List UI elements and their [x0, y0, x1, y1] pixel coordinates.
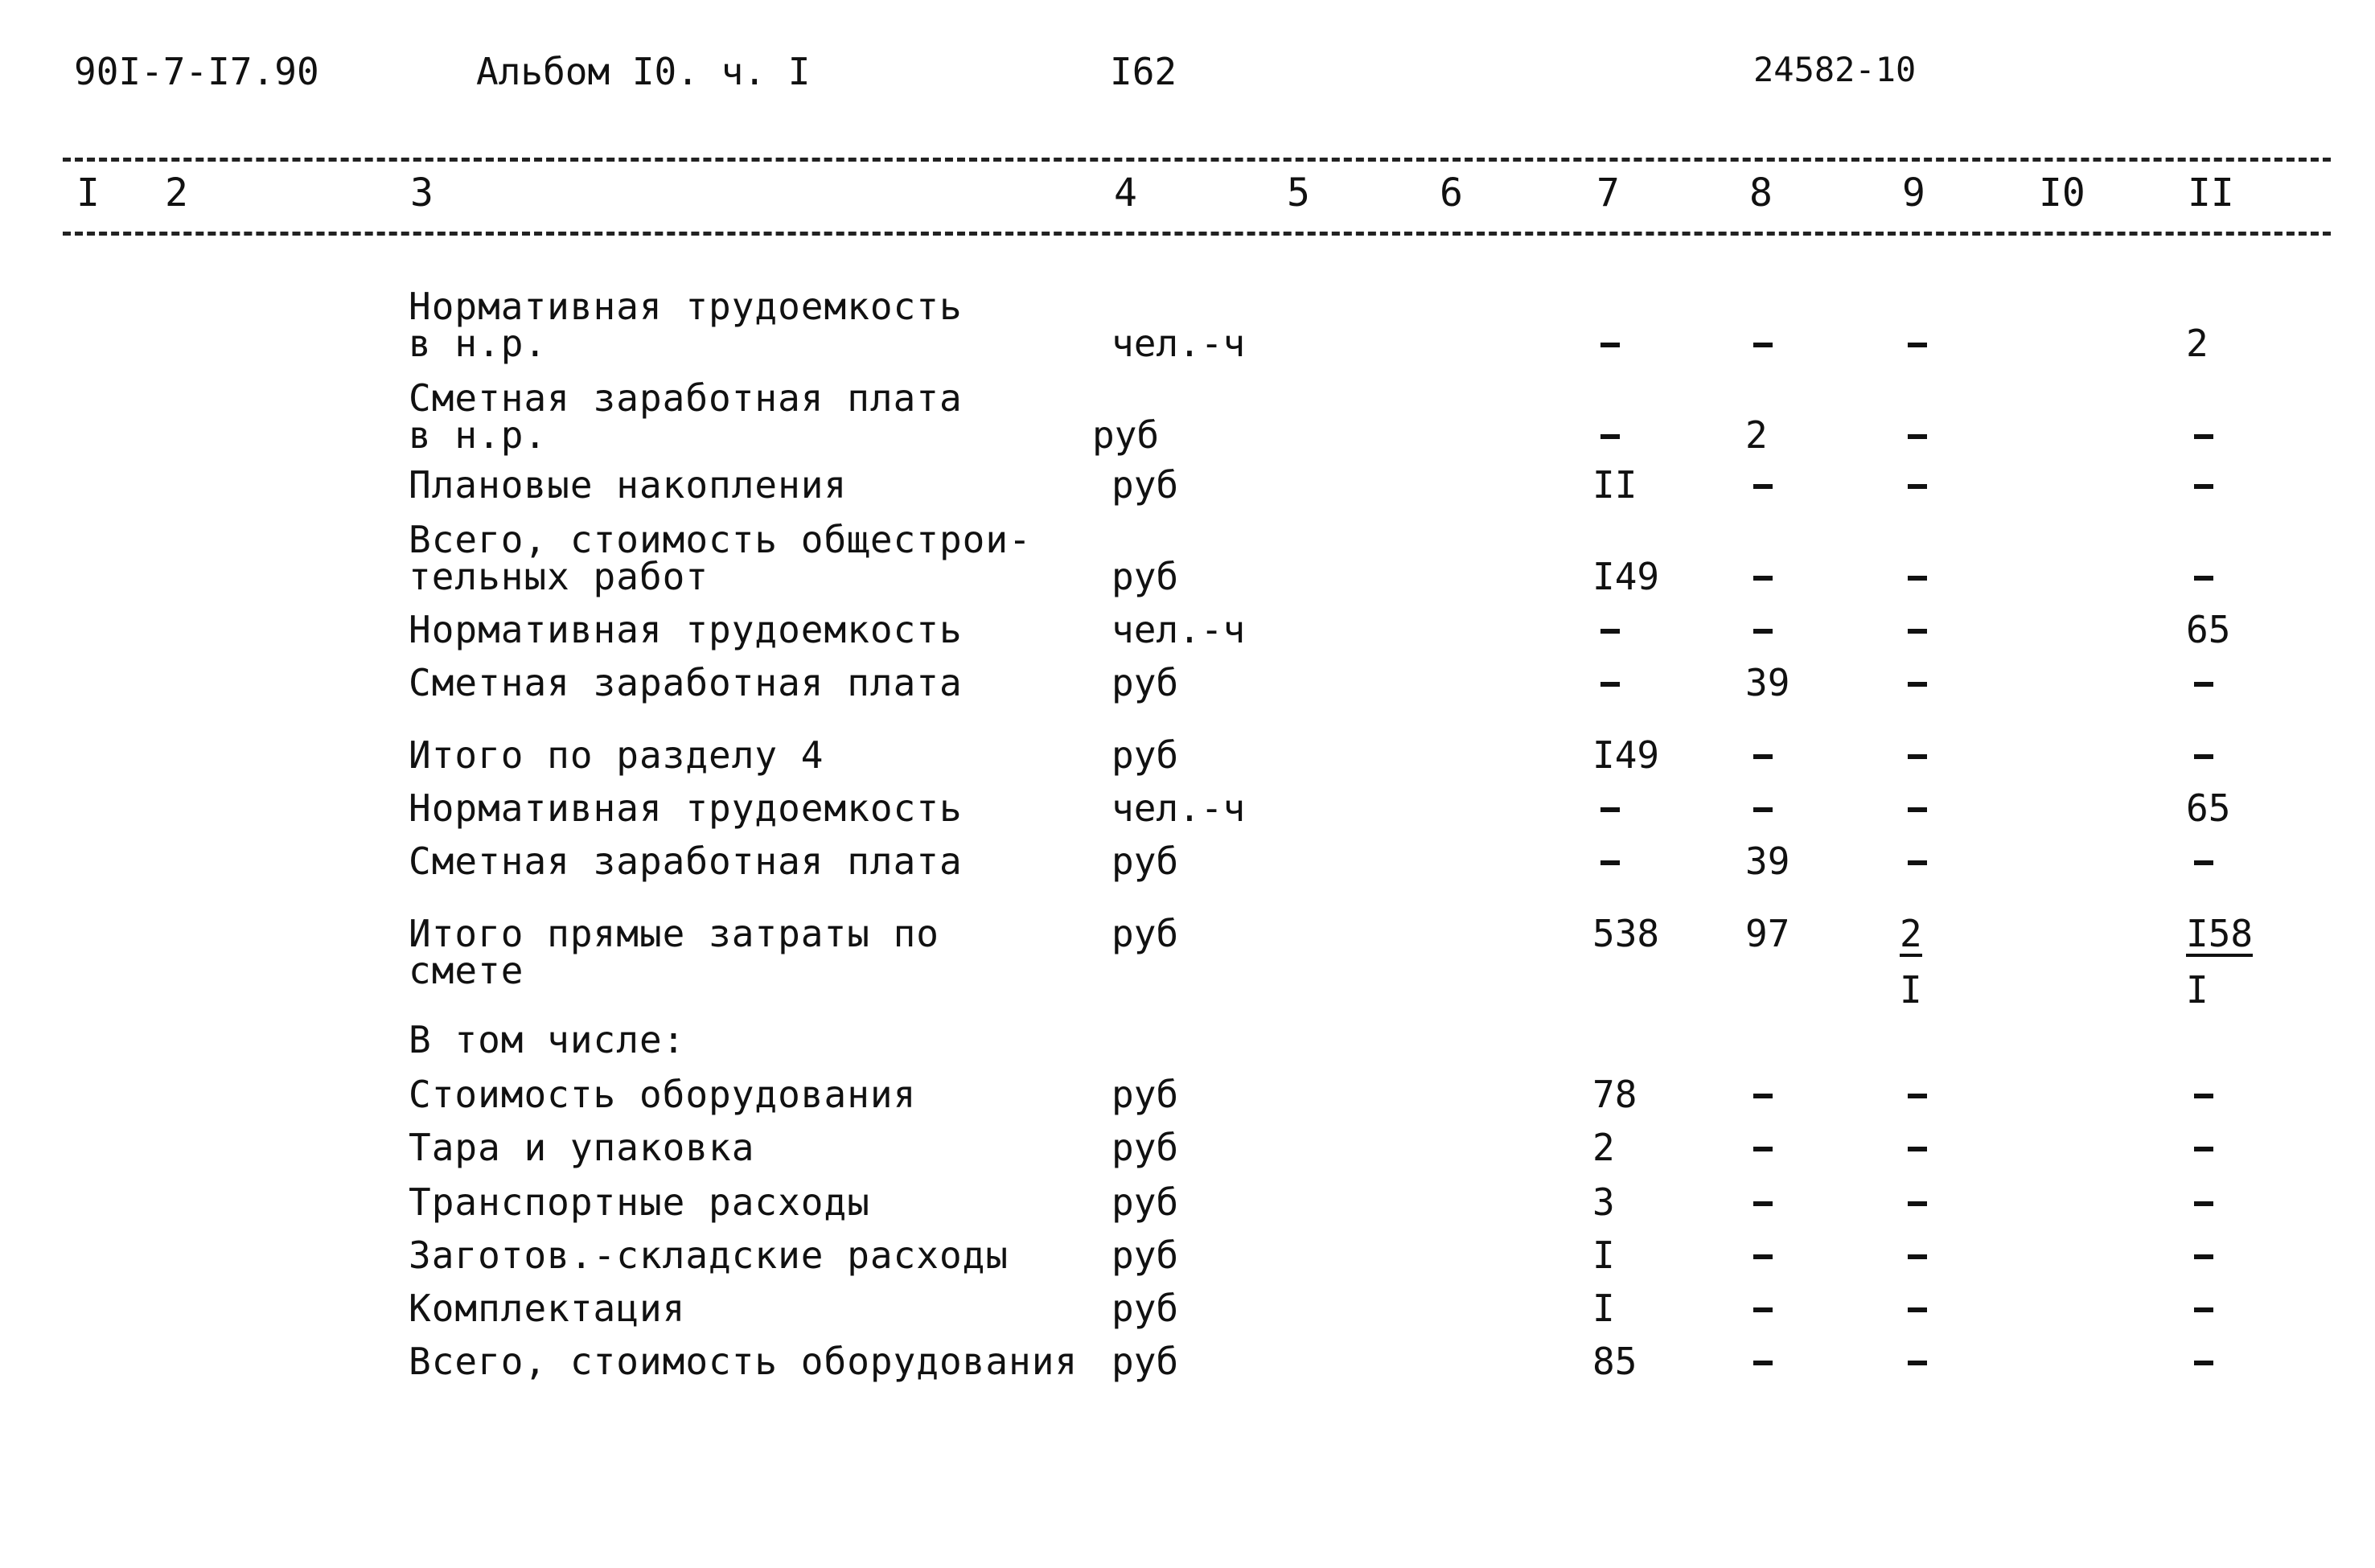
row-unit: руб: [1111, 1073, 1179, 1116]
cell-c7-dash: [1600, 807, 1620, 812]
cell-c9-dash: [1908, 484, 1927, 489]
cell-c11-dash: [2194, 1254, 2213, 1259]
cell-c9-dash: [1908, 434, 1927, 439]
cell-c9-dash: [1908, 1201, 1927, 1206]
row-label: Транспортные расходы: [409, 1180, 870, 1224]
cell-c11-dash: [2194, 1094, 2213, 1098]
cell-c7-dash: [1600, 629, 1620, 634]
cell-c11-dash: [2194, 576, 2213, 581]
row-unit: чел.-ч: [1111, 608, 1246, 651]
column-header-8: 8: [1749, 170, 1773, 215]
row-label: Итого по разделу 4: [409, 733, 824, 777]
cell-c7-dash: [1600, 682, 1620, 687]
page-number: I62: [1110, 50, 1177, 93]
row-label: тельных работ: [409, 555, 709, 598]
row-label: Стоимость оборудования: [409, 1073, 917, 1116]
cell-c8-dash: [1753, 1147, 1773, 1151]
document-code: 90I-7-I7.90: [74, 50, 319, 93]
column-header-10: I0: [2039, 170, 2085, 215]
cell-c7: 78: [1592, 1073, 1637, 1116]
cell-c7-dash: [1600, 434, 1620, 439]
cell-c9: 2: [1900, 912, 1922, 955]
row-label: Тара и упаковка: [409, 1126, 755, 1169]
cell-c7-dash: [1600, 343, 1620, 347]
cell-c11-sub: I: [2186, 968, 2209, 1012]
row-label: Нормативная трудоемкость: [409, 285, 963, 328]
row-label: Итого прямые затраты по: [409, 912, 939, 955]
row-label: в н.р.: [409, 413, 548, 457]
row-label: Заготов.-складские расходы: [409, 1233, 1009, 1277]
column-header-2: 2: [165, 170, 188, 215]
cell-c9-dash: [1908, 754, 1927, 759]
row-unit: руб: [1092, 413, 1160, 457]
cell-c8-dash: [1753, 1094, 1773, 1098]
cell-c11-dash: [2194, 1307, 2213, 1312]
cell-c8-dash: [1753, 484, 1773, 489]
cell-c11: I58: [2186, 912, 2254, 955]
row-unit: чел.-ч: [1111, 786, 1246, 830]
row-label: Плановые накопления: [409, 463, 848, 507]
cell-c8-dash: [1753, 629, 1773, 634]
row-label: Сметная заработная плата: [409, 661, 963, 704]
row-label: Нормативная трудоемкость: [409, 608, 963, 651]
cell-c11-dash: [2194, 1147, 2213, 1151]
column-header-11: II: [2188, 170, 2234, 215]
row-unit: руб: [1111, 555, 1179, 598]
row-unit: руб: [1111, 839, 1179, 883]
cell-c11-dash: [2194, 860, 2213, 865]
row-label: смете: [409, 949, 524, 992]
cell-c9-dash: [1908, 1094, 1927, 1098]
column-header-4: 4: [1114, 170, 1137, 215]
cell-c11-dash: [2194, 1201, 2213, 1206]
cell-c8-dash: [1753, 343, 1773, 347]
table-header-top-rule: [63, 158, 2331, 162]
row-label: Всего, стоимость общестрои-: [409, 518, 1032, 561]
cell-c9-dash: [1908, 860, 1927, 865]
row-unit: руб: [1111, 661, 1179, 704]
cell-c8-dash: [1753, 807, 1773, 812]
cell-c7: 2: [1592, 1126, 1615, 1169]
cell-c9-dash: [1908, 1361, 1927, 1365]
row-label: Всего, стоимость оборудования: [409, 1340, 1079, 1383]
cell-c7: I49: [1592, 733, 1660, 777]
cell-c7: 85: [1592, 1340, 1637, 1383]
cell-c11-dash: [2194, 434, 2213, 439]
cell-c8: 39: [1745, 661, 1790, 704]
cell-c8-dash: [1753, 754, 1773, 759]
row-unit: руб: [1111, 1126, 1179, 1169]
cell-c11: 65: [2186, 608, 2231, 651]
row-label: Нормативная трудоемкость: [409, 786, 963, 830]
cell-c9-dash: [1908, 682, 1927, 687]
cell-c8-dash: [1753, 1361, 1773, 1365]
cell-c8: 97: [1745, 912, 1790, 955]
column-header-5: 5: [1287, 170, 1310, 215]
cell-c9-sub: I: [1900, 968, 1922, 1012]
cell-c11: 65: [2186, 786, 2231, 830]
row-label: Комплектация: [409, 1287, 686, 1330]
cell-c7-dash: [1600, 860, 1620, 865]
cell-c7: I49: [1592, 555, 1660, 598]
cell-c8: 39: [1745, 839, 1790, 883]
cell-c9-dash: [1908, 1307, 1927, 1312]
row-unit: руб: [1111, 463, 1179, 507]
cell-c8: 2: [1745, 413, 1768, 457]
column-header-3: 3: [410, 170, 433, 215]
cell-c9-dash: [1908, 576, 1927, 581]
cell-c9-dash: [1908, 1254, 1927, 1259]
cell-c8-dash: [1753, 1201, 1773, 1206]
cell-c8-dash: [1753, 576, 1773, 581]
cell-c7: I: [1592, 1287, 1615, 1330]
cell-c9-dash: [1908, 343, 1927, 347]
row-unit: руб: [1111, 1180, 1179, 1224]
cell-c7: 3: [1592, 1180, 1615, 1224]
cell-c9-dash: [1908, 629, 1927, 634]
row-unit: руб: [1111, 1233, 1179, 1277]
column-header-9: 9: [1902, 170, 1925, 215]
row-unit: чел.-ч: [1111, 322, 1246, 365]
cell-c9-dash: [1908, 807, 1927, 812]
cell-c11: 2: [2186, 322, 2209, 365]
cell-c11-dash: [2194, 484, 2213, 489]
cell-c7: II: [1592, 463, 1637, 507]
cell-c7: 538: [1592, 912, 1660, 955]
cell-c11-dash: [2194, 754, 2213, 759]
table-header-bottom-rule: [63, 232, 2331, 236]
cell-c8-dash: [1753, 1254, 1773, 1259]
column-header-6: 6: [1440, 170, 1463, 215]
row-label: Сметная заработная плата: [409, 839, 963, 883]
row-unit: руб: [1111, 1287, 1179, 1330]
cell-c8-dash: [1753, 1307, 1773, 1312]
column-header-7: 7: [1596, 170, 1620, 215]
inventory-number: 24582-10: [1753, 50, 1917, 89]
cell-c11-dash: [2194, 682, 2213, 687]
row-unit: руб: [1111, 912, 1179, 955]
row-label: в н.р.: [409, 322, 548, 365]
row-unit: руб: [1111, 1340, 1179, 1383]
row-label: В том числе:: [409, 1018, 686, 1061]
cell-c11-dash: [2194, 1361, 2213, 1365]
cell-c9-dash: [1908, 1147, 1927, 1151]
row-unit: руб: [1111, 733, 1179, 777]
column-header-1: I: [76, 170, 100, 215]
row-label: Сметная заработная плата: [409, 376, 963, 420]
cell-c7: I: [1592, 1233, 1615, 1277]
album-label: Альбом I0. ч. I: [476, 50, 811, 93]
